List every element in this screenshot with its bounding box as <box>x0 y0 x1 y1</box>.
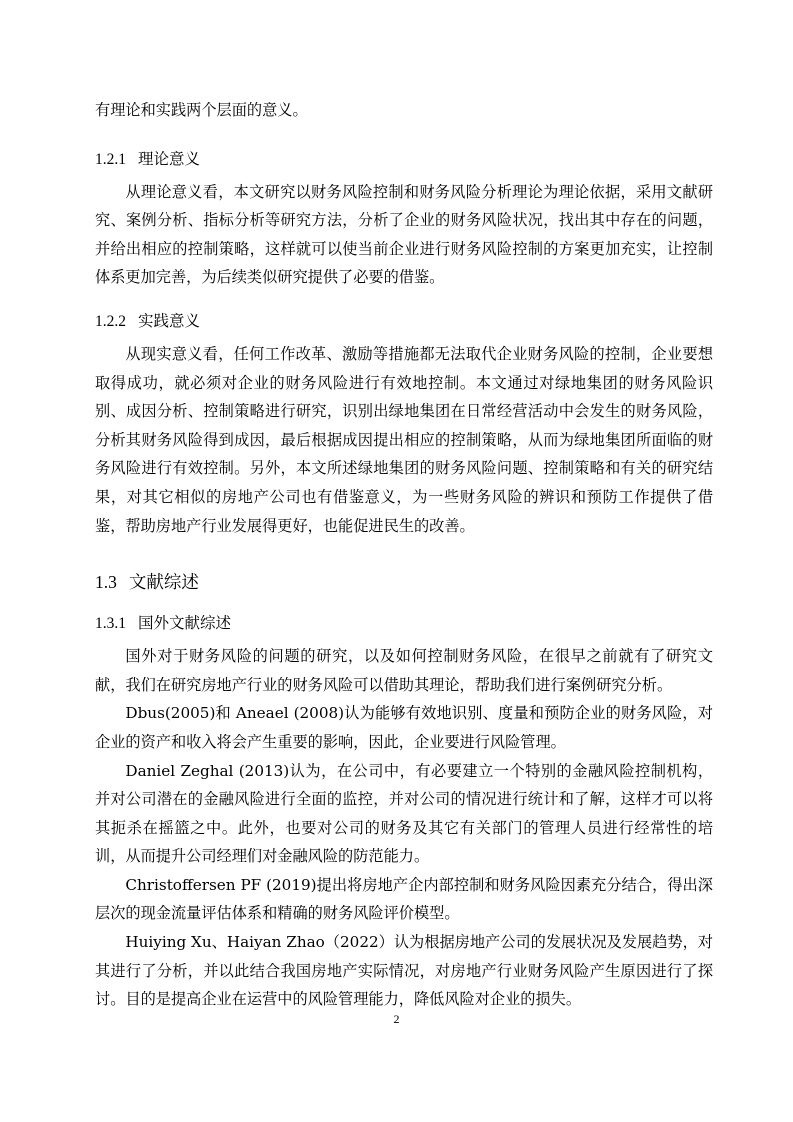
heading-1-3-1-title: 国外文献综述 <box>138 614 232 633</box>
foreign-literature-paragraph-2: Dbus(2005)和 Aneael (2008)认为能够有效地识别、度量和预防企业的财务风险，对企业的资产和收入将会产生重要的影响，因此，企业要进行风险管理。 <box>95 704 713 751</box>
heading-1-3-1-number: 1.3.1 <box>95 615 126 633</box>
heading-1-2-1-title: 理论意义 <box>138 149 201 168</box>
foreign-literature-paragraph-3: Daniel Zeghal (2013)认为，在公司中，有必要建立一个特别的金融风险控制机构，并对公司潜在的金融风险进行全面的监控，并对公司的情况进行统计和了解，这样才可以将其扼杀在摇篮之中。此外，也要对公司的财务及其它有关部门的管理人员进行经常性的培训，从而提升公司经理们对金融风险的防范能力。 <box>95 761 713 866</box>
heading-1-2-1-number: 1.2.1 <box>95 150 126 168</box>
foreign-literature-paragraph-4: Christoffersen PF (2019)提出将房地产企内部控制和财务风险因素充分结合，得出深层次的现金流量评估体系和精确的财务风险评价模型。 <box>95 875 713 923</box>
foreign-literature-paragraph-5: Huiying Xu、Haiyan Zhao（2022）认为根据房地产公司的发展状况及发展趋势，对其进行了分析，并以此结合我国房地产实际情况，对房地产行业财务风险产生原因进行了探讨。目的是提高企业在运营中的风险管理能力，降低风险对企业的损失。 <box>95 933 713 1009</box>
heading-1-2-1 <box>95 149 713 170</box>
heading-1-3-1 <box>95 613 713 634</box>
heading-1-3-title: 文献综述 <box>128 573 199 594</box>
theory-significance-paragraph: 从理论意义看，本文研究以财务风险控制和财务风险分析理论为理论依据，采用文献研究、案例分析、指标分析等研究方法，分析了企业的财务风险状况，找出其中存在的问题，并给出相应的控制策略，这样就可以使当前企业进行财务风险控制的方案更加充实，让控制体系更加完善，为后续类似研究提供了必要的借鉴。 <box>95 182 713 287</box>
intro-tail-paragraph: 有理论和实践两个层面的意义。 <box>95 101 308 119</box>
heading-1-3 <box>95 571 713 594</box>
practical-significance-paragraph: 从现实意义看，任何工作改革、激励等措施都无法取代企业财务风险的控制，企业要想取得成功，就必须对企业的财务风险进行有效地控制。本文通过对绿地集团的财务风险识别、成因分析、控制策略进行研究，识别出绿地集团在日常经营活动中会发生的财务风险，分析其财务风险得到成因，最后根据成因提出相应的控制策略，从而为绿地集团所面临的财务风险进行有效控制。另外，本文所述绿地集团的财务风险问题、控制策略和有关的研究结果，对其它相似的房地产公司也有借鉴意义，为一些财务风险的辨识和预防工作提供了借鉴，帮助房地产行业发展得更好，也能促进民生的改善。 <box>95 344 713 535</box>
page-number: 2 <box>393 1012 400 1026</box>
heading-1-2-2 <box>95 311 713 332</box>
page-content <box>95 96 713 1014</box>
foreign-literature-paragraph-1: 国外对于财务风险的问题的研究，以及如何控制财务风险，在很早之前就有了研究文献，我们在研究房地产行业的财务风险可以借助其理论，帮助我们进行案例研究分析。 <box>95 647 713 694</box>
heading-1-2-2-title: 实践意义 <box>138 311 201 330</box>
heading-1-2-2-number: 1.2.2 <box>95 312 126 330</box>
heading-1-3-number: 1.3 <box>95 572 117 593</box>
